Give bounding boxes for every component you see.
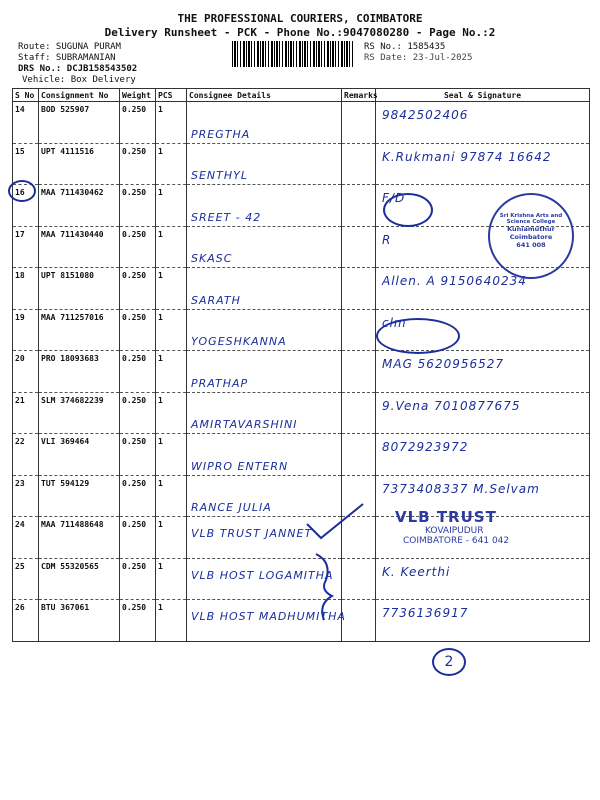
col-sno: S No [13,89,39,102]
runsheet-table [12,88,590,642]
cell-consignee [187,102,342,144]
signature-handwriting: K.Rukmani 97874 16642 [382,149,552,164]
cell-sno: 21 [13,392,39,434]
col-pcs: PCS [156,89,187,102]
signature-handwriting: clm [382,315,407,330]
table-row [13,268,590,310]
signature-handwriting: K. Keerthi [382,564,451,579]
cell-remarks [342,434,376,476]
cell-pcs: 1 [156,309,187,351]
cell-sno: 23 [13,475,39,517]
consignee-handwriting: SENTHYL [191,169,248,182]
cell-consignee [187,143,342,185]
vehicle-line: Vehicle: Box Delivery [22,75,136,85]
cell-consignee [187,226,342,268]
signature-handwriting: 7373408337 M.Selvam [382,481,540,496]
cell-pcs: 1 [156,268,187,310]
company-title: THE PROFESSIONAL COURIERS, COIMBATORE [177,12,423,25]
cell-consignee [187,434,342,476]
cell-weight: 0.250 [120,434,156,476]
cell-pcs: 1 [156,434,187,476]
signature-handwriting: 9842502406 [382,108,469,122]
consignee-handwriting: SREET - 42 [191,210,262,224]
route-line: Route: SUGUNA PURAM [18,42,121,52]
signature-handwriting: 9.Vena 7010877675 [382,398,521,413]
cell-sno: 18 [13,268,39,310]
cell-consignment-no: CDM 55320565 [39,558,120,600]
consignee-handwriting: PREGTHA [191,127,251,141]
col-remarks: Remarks [342,89,376,102]
col-consignment: Consignment No [39,89,120,102]
signature-handwriting: Allen. A 9150640234 [382,274,527,288]
circle-mark-fd [383,193,433,227]
cell-consignment-no: MAA 711430440 [39,226,120,268]
cell-weight: 0.250 [120,268,156,310]
signature-handwriting: 7736136917 [382,606,469,620]
cell-sno: 14 [13,102,39,144]
cell-consignee [187,309,342,351]
vlb-trust-stamp [395,508,525,546]
drs-label: DRS No.: [18,64,62,74]
cell-consignment-no: SLM 374682239 [39,392,120,434]
consignee-handwriting: VLB HOST LOGAMITHA [191,568,334,582]
cell-pcs: 1 [156,517,187,559]
cell-sno: 22 [13,434,39,476]
vlb-stamp-line-1: VLB TRUST [395,508,497,526]
consignee-handwriting: YOGESHKANNA [191,335,287,348]
consignee-handwriting: AMIRTAVARSHINI [191,418,298,431]
cell-remarks [342,600,376,642]
cell-pcs: 1 [156,143,187,185]
runsheet-subtitle: Delivery Runsheet - PCK - Phone No.:9047080280 - Page No.:2 [104,26,496,39]
cell-remarks [342,558,376,600]
vlb-stamp-line-3: COIMBATORE - 641 042 [403,536,510,546]
cell-sno: 15 [13,143,39,185]
cell-pcs: 1 [156,475,187,517]
table-row [13,558,590,600]
circle-mark-row16 [8,180,36,202]
seal-line-4: 641 008 [516,241,546,249]
cell-consignee [187,268,342,310]
seal-line-3: Coimbatore [509,233,553,241]
cell-consignment-no: UPT 4111516 [39,143,120,185]
cell-pcs: 1 [156,558,187,600]
signature-handwriting: 8072923972 [382,440,469,454]
circle-mark-clm [376,315,460,354]
cell-sno: 20 [13,351,39,393]
cell-consignment-no: UPT 8151080 [39,268,120,310]
cell-weight: 0.250 [120,558,156,600]
cell-consignee [187,351,342,393]
cell-remarks [342,351,376,393]
cell-pcs: 1 [156,392,187,434]
cell-remarks [342,185,376,227]
college-seal [488,193,574,279]
brace-mark [312,552,336,624]
signature-handwriting: MAG 5620956527 [382,357,505,371]
page-number-mark: 2 [432,648,466,676]
drs-number: DCJB158543502 [66,64,138,74]
consignee-handwriting: WIPRO ENTERN [191,459,289,473]
cell-weight: 0.250 [120,102,156,144]
cell-seal-signature [376,392,590,434]
table-row [13,309,590,351]
staff-line: Staff: SUBRAMANIAN [18,53,116,63]
col-seal-signature: Seal & Signature [376,89,590,102]
cell-seal-signature [376,434,590,476]
vlb-stamp-line-2: KOVAIPUDUR [425,526,484,536]
signature-handwriting: R [382,232,392,247]
table-row [13,102,590,144]
table-row [13,143,590,185]
consignee-handwriting: PRATHAP [191,376,249,390]
check-mark [305,502,365,542]
cell-consignment-no: MAA 711430462 [39,185,120,227]
cell-weight: 0.250 [120,475,156,517]
cell-seal-signature [376,600,590,642]
cell-sno: 24 [13,517,39,559]
cell-pcs: 1 [156,600,187,642]
cell-sno: 25 [13,558,39,600]
cell-sno: 19 [13,309,39,351]
cell-remarks [342,268,376,310]
table-row [13,351,590,393]
cell-weight: 0.250 [120,392,156,434]
cell-remarks [342,226,376,268]
cell-weight: 0.250 [120,226,156,268]
consignee-handwriting: VLB HOST MADHUMITHA [191,610,346,623]
table-row [13,392,590,434]
cell-remarks [342,143,376,185]
cell-pcs: 1 [156,102,187,144]
cell-pcs: 1 [156,185,187,227]
cell-sno: 16 [13,185,39,227]
rs-number: RS No.: 1585435 [364,42,446,52]
cell-consignment-no: MAA 711257016 [39,309,120,351]
barcode [232,41,354,67]
cell-sno: 17 [13,226,39,268]
cell-pcs: 1 [156,226,187,268]
table-header [13,89,590,102]
consignee-handwriting: VLB TRUST JANNET [191,527,313,540]
consignee-handwriting: SKASC [191,252,233,265]
col-consignee: Consignee Details [187,89,342,102]
cell-remarks [342,102,376,144]
cell-remarks [342,309,376,351]
table-row [13,600,590,642]
consignee-handwriting: SARATH [191,293,241,307]
cell-weight: 0.250 [120,143,156,185]
cell-weight: 0.250 [120,351,156,393]
cell-consignment-no: TUT 594129 [39,475,120,517]
cell-pcs: 1 [156,351,187,393]
cell-consignment-no: BOD 525907 [39,102,120,144]
cell-seal-signature [376,351,590,393]
cell-weight: 0.250 [120,600,156,642]
cell-seal-signature [376,558,590,600]
cell-weight: 0.250 [120,309,156,351]
cell-remarks [342,392,376,434]
cell-consignee [187,392,342,434]
cell-consignment-no: BTU 367061 [39,600,120,642]
consignee-handwriting: RANCE JULIA [191,501,272,514]
cell-weight: 0.250 [120,185,156,227]
drs-line [18,64,137,75]
cell-seal-signature [376,102,590,144]
cell-consignee [187,185,342,227]
cell-seal-signature [376,268,590,310]
rs-date: RS Date: 23-Jul-2025 [364,53,473,63]
seal-line-1: Sri Krishna Arts and Science College [499,213,563,225]
table-row [13,434,590,476]
cell-seal-signature [376,143,590,185]
cell-sno: 26 [13,600,39,642]
cell-consignment-no: MAA 711488648 [39,517,120,559]
col-weight: Weight [120,89,156,102]
cell-consignment-no: VLI 369464 [39,434,120,476]
seal-line-2: Kuniamuthur [507,225,555,233]
cell-consignment-no: PRO 18093683 [39,351,120,393]
cell-weight: 0.250 [120,517,156,559]
signature-handwriting: F/D [382,191,406,205]
